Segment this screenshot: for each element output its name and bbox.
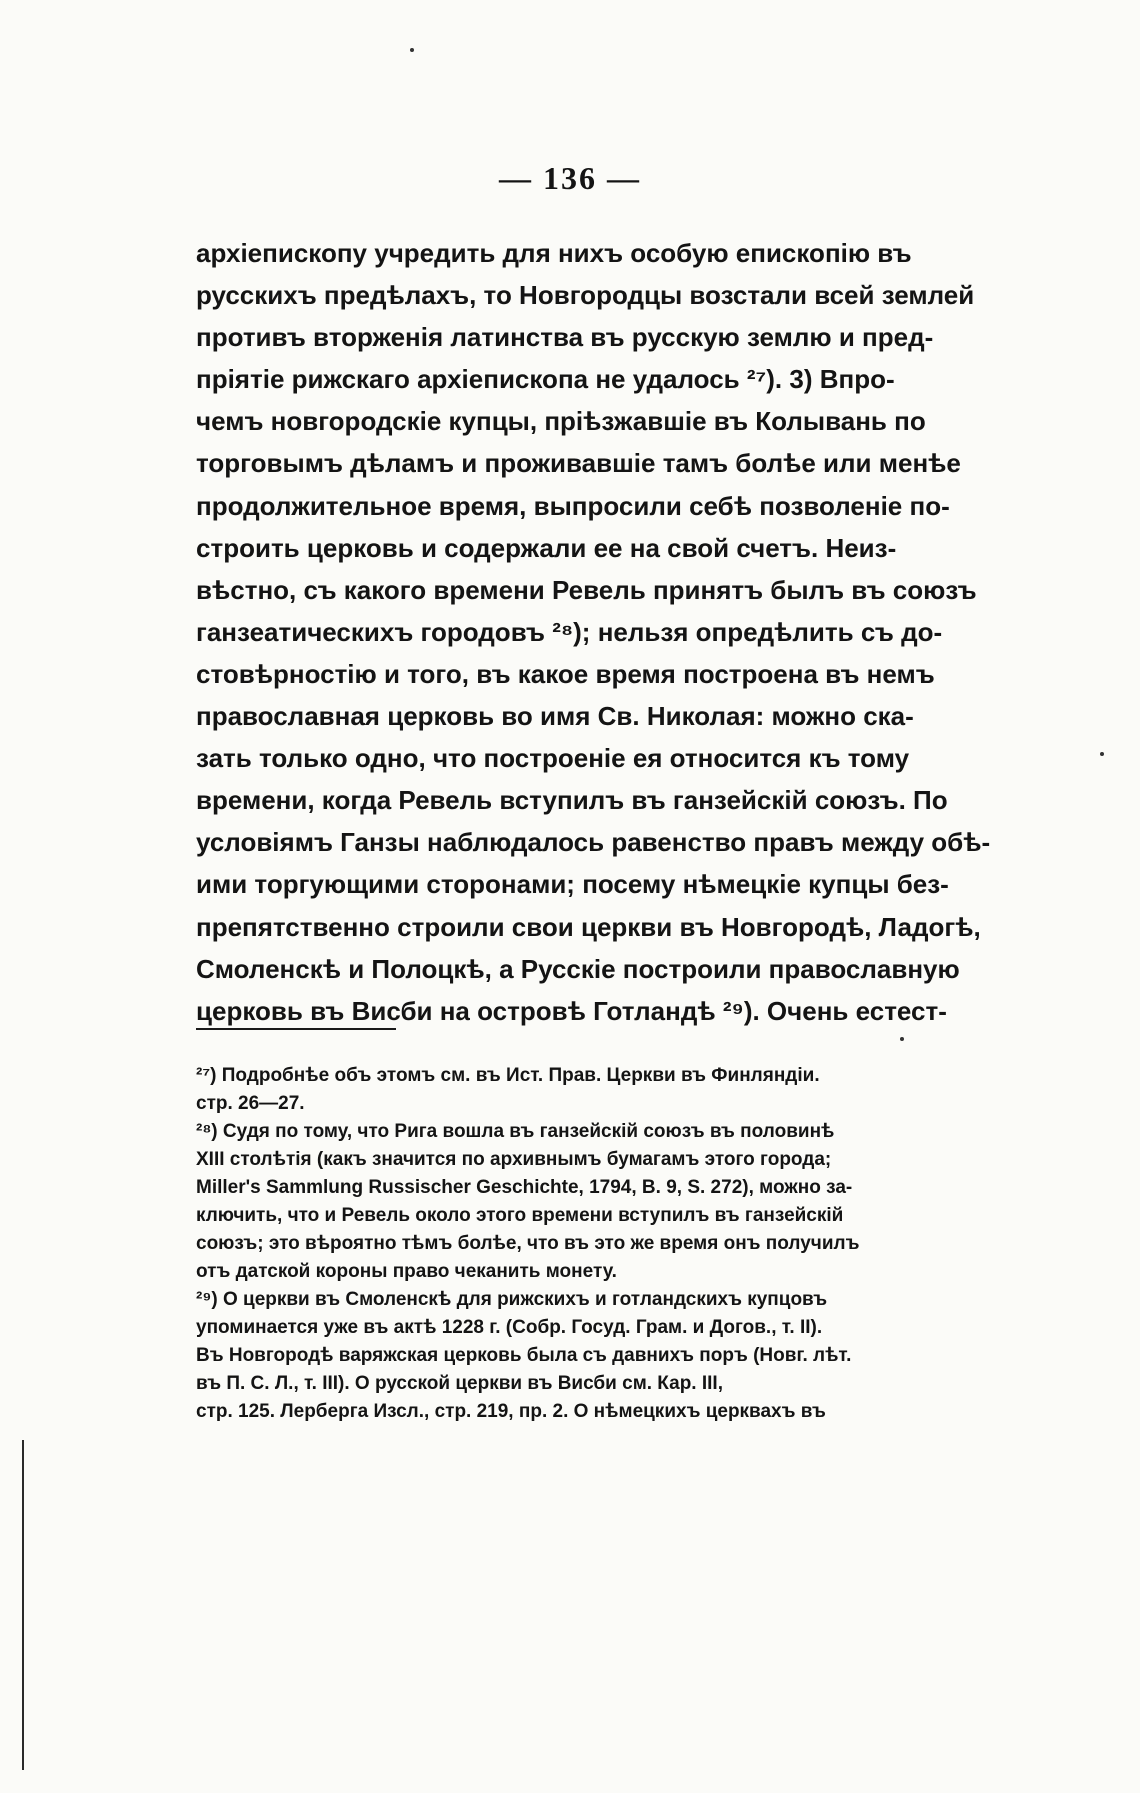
page-number: — 136 — [499,160,641,196]
body-line: торговымъ дѣламъ и проживавшіе тамъ болѣе или менѣе [196,448,961,479]
footnote-line: ²⁸) Судя по тому, что Рига вошла въ ганзейскій союзъ въ половинѣ [196,1121,835,1142]
body-line: условіямъ Ганзы наблюдалось равенство правъ между обѣ- [196,827,991,858]
body-line: продолжительное время, выпросили себѣ позволеніе по- [196,490,950,521]
body-line: архіепископу учредить для нихъ особую епископію въ [196,238,912,268]
scan-speck [1100,752,1104,756]
footnote-line: Въ Новгородѣ варяжская церковь была съ давнихъ поръ (Новг. лѣт. [196,1345,852,1366]
body-line: вѣстно, съ какого времени Ревель принятъ былъ въ союзъ [196,574,977,605]
footnote-line: ²⁹) О церкви въ Смоленскѣ для рижскихъ и готландскихъ купцовъ [196,1289,828,1310]
body-line: ганзеатическихъ городовъ ²⁸); нельзя опредѣлить съ до- [196,616,943,647]
body-line: Смоленскѣ и Полоцкѣ, а Русскіе построили православную [196,953,960,984]
scan-speck [410,48,414,52]
body-line: зать только одно, что построеніе ея относится къ тому [196,743,910,774]
scan-margin-line [22,1440,24,1770]
footnote-line: стр. 125. Лерберга Изсл., стр. 219, пр. 2. О нѣмецкихъ церквахъ въ [196,1401,826,1422]
body-line: стовѣрностію и того, въ какое время построена въ немъ [196,658,935,689]
body-line: времени, когда Ревель вступилъ въ ганзейскій союзъ. По [196,785,948,816]
footnote-line: упоминается уже въ актѣ 1228 г. (Собр. Госуд. Грам. и Догов., т. II). [196,1317,823,1338]
body-line: строить церковь и содержали ее на свой счетъ. Неиз- [196,532,897,563]
body-line: ими торгующими сторонами; посему нѣмецкіе купцы без- [196,869,949,900]
footnote-line: отъ датской короны право чеканить монету. [196,1261,617,1282]
footnote-line: XIII столѣтія (какъ значится по архивнымъ бумагамъ этого города; [196,1149,832,1170]
footnotes [196,1062,996,1426]
footnote-line: въ П. С. Л., т. III). О русской церкви въ Висби см. Кар. III, [196,1373,723,1394]
body-line: противъ вторженія латинства въ русскую землю и пред- [196,322,934,353]
body-line: православная церковь во имя Св. Николая: можно ска- [196,701,914,732]
footnote-line: ²⁷) Подробнѣе объ этомъ см. въ Ист. Прав. Церкви въ Финляндіи. [196,1065,820,1086]
body-line: русскихъ предѣлахъ, то Новгородцы возстали всей землей [196,280,975,311]
footnote-line: союзъ; это вѣроятно тѣмъ болѣе, что въ это же время онъ получилъ [196,1233,860,1254]
footnote-line: стр. 26—27. [196,1093,305,1114]
body-text [196,232,996,1032]
body-line: чемъ новгородскіе купцы, пріѣзжавшіе въ Колывань по [196,406,926,437]
footnote-line: ключить, что и Ревель около этого времени вступилъ въ ганзейскій [196,1205,844,1226]
body-line: препятственно строили свои церкви въ Новгородѣ, Ладогѣ, [196,911,981,942]
scan-speck [900,1037,904,1041]
body-line: церковь въ Висби на островѣ Готландѣ ²⁹). Очень естест- [196,995,947,1026]
footnote-line: Miller's Sammlung Russischer Geschichte, 1794, B. 9, S. 272), можно за- [196,1177,853,1198]
body-line: пріятіе рижскаго архіепископа не удалось ²⁷). 3) Впро- [196,364,895,395]
footnote-separator [196,1028,396,1030]
